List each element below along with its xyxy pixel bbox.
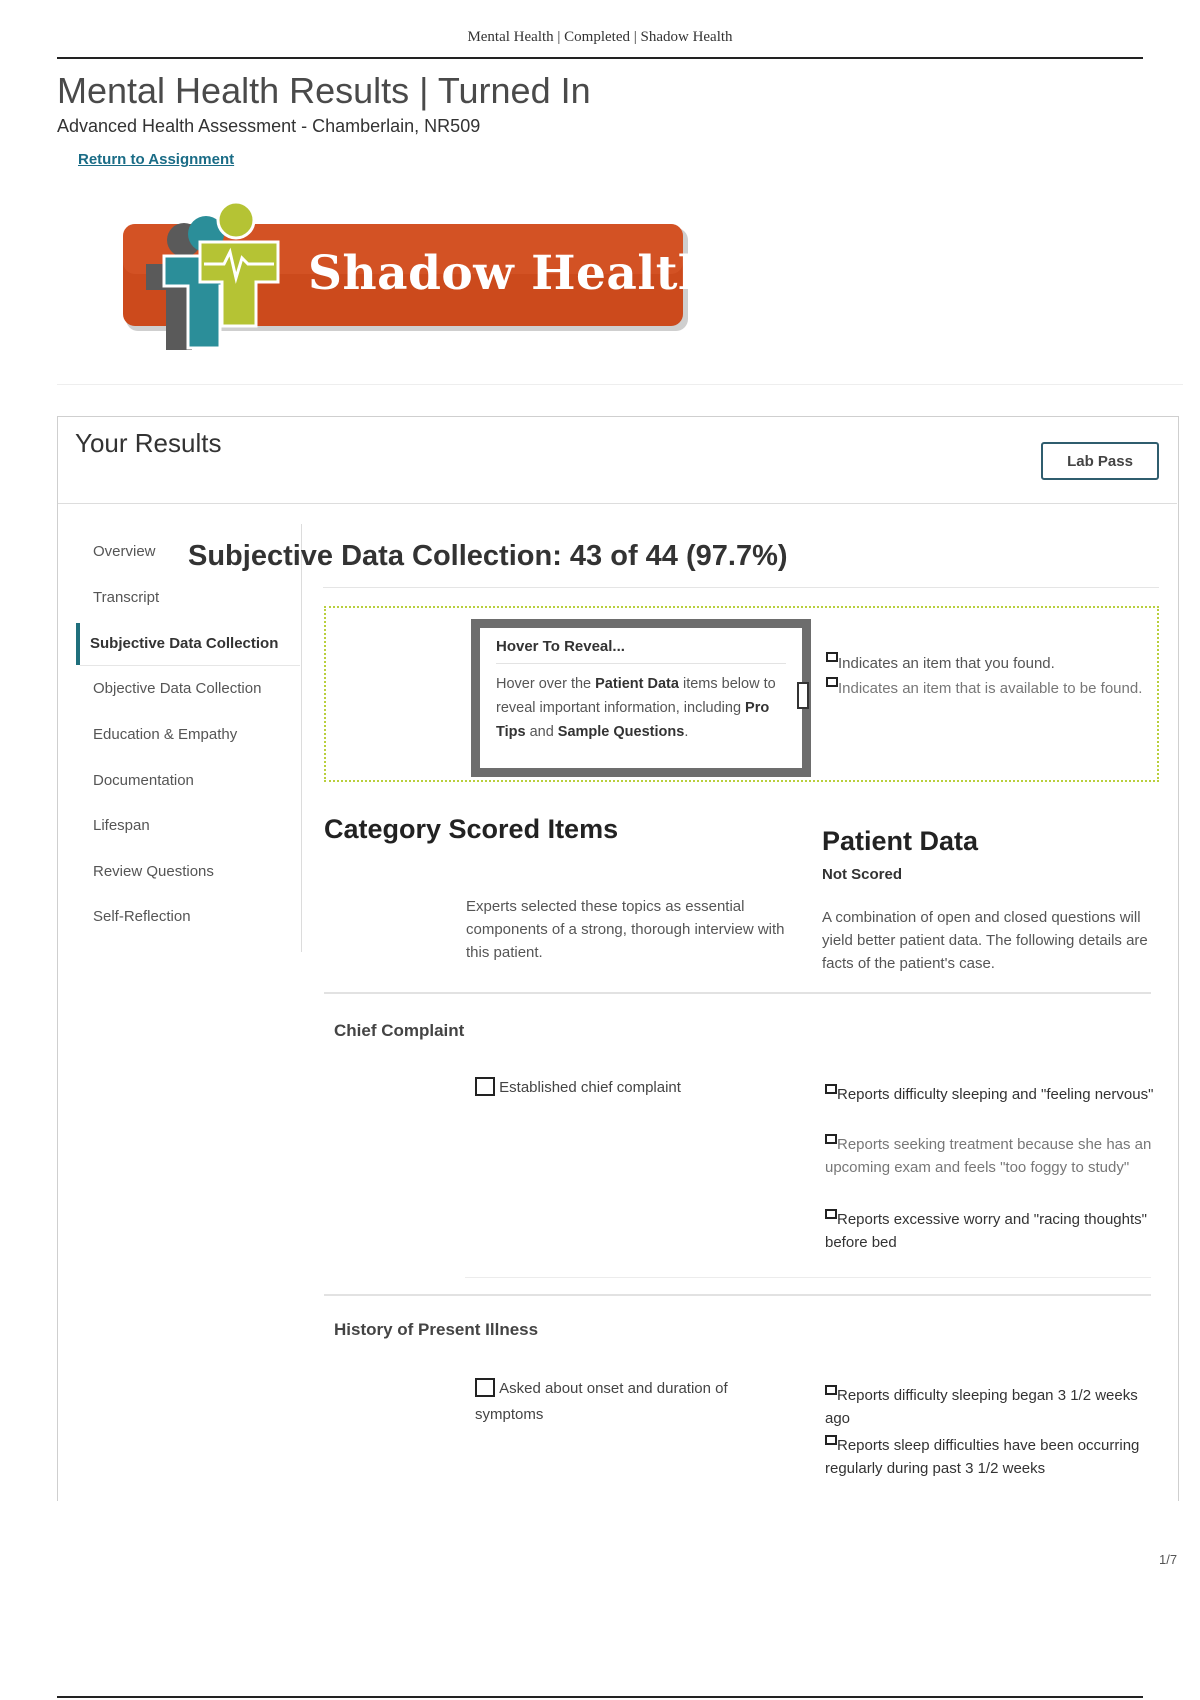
available-checkbox-icon xyxy=(826,677,838,687)
item-divider xyxy=(465,1277,1151,1278)
patient-data-item[interactable]: Reports seeking treatment because she has an upcoming exam and feels "too foggy to study" xyxy=(825,1136,1152,1176)
sidebar-item-self-reflection[interactable]: Self-Reflection xyxy=(93,908,191,925)
patient-data-item[interactable]: Reports difficulty sleeping began 3 1/2 weeks ago xyxy=(825,1387,1138,1427)
print-header-rule xyxy=(57,57,1143,59)
course-subtitle: Advanced Health Assessment - Chamberlain, NR509 xyxy=(57,116,481,136)
category-title: History of Present Illness xyxy=(334,1320,539,1339)
found-checkbox-icon xyxy=(825,1385,837,1395)
found-checkbox-icon xyxy=(825,1084,837,1094)
sidebar-item-overview[interactable]: Overview xyxy=(93,543,156,560)
found-checkbox-icon xyxy=(825,1209,837,1219)
sidebar-item-review-questions[interactable]: Review Questions xyxy=(93,863,214,880)
patient-data-description: A combination of open and closed questions will yield better patient data. The following details are facts of the patient's case. xyxy=(822,909,1148,972)
scored-checkbox-icon xyxy=(475,1077,495,1096)
sidebar-item-objective-data-collection[interactable]: Objective Data Collection xyxy=(93,680,262,697)
lab-pass-button[interactable]: Lab Pass xyxy=(1041,442,1159,480)
sidebar-item-lifespan[interactable]: Lifespan xyxy=(93,817,150,834)
section-title-rule xyxy=(323,587,1159,588)
hover-to-reveal-card xyxy=(471,619,811,777)
category-description: Experts selected these topics as essential components of a strong, thorough interview with this patient. xyxy=(466,898,785,961)
divider xyxy=(57,384,1183,385)
legend-found: Indicates an item that you found. xyxy=(826,651,1146,676)
section-title: Subjective Data Collection: 43 of 44 (97.7%) xyxy=(188,540,788,572)
patient-data-item[interactable]: Reports excessive worry and "racing thoughts" before bed xyxy=(825,1211,1147,1251)
sidebar-item-education-empathy[interactable]: Education & Empathy xyxy=(93,726,238,743)
scored-checkbox-icon xyxy=(475,1378,495,1397)
active-tab-divider xyxy=(80,665,300,666)
patient-data-item[interactable]: Reports sleep difficulties have been occurring regularly during past 3 1/2 weeks xyxy=(825,1437,1140,1477)
not-scored-label: Not Scored xyxy=(822,866,903,883)
sidebar-item-subjective-data-collection[interactable]: Subjective Data Collection xyxy=(90,635,279,652)
page-number: 1/7 xyxy=(1159,1552,1178,1567)
category-scored-items-heading: Category Scored Items xyxy=(324,814,619,844)
logo-wordmark: Shadow Health® xyxy=(308,246,732,301)
patient-data-heading: Patient Data xyxy=(822,826,979,856)
found-checkbox-icon xyxy=(825,1435,837,1445)
column-header-divider xyxy=(324,992,1151,994)
return-to-assignment-link[interactable]: Return to Assignment xyxy=(78,151,235,168)
sidebar-item-transcript[interactable]: Transcript xyxy=(93,589,160,606)
hover-card-pointer xyxy=(797,682,809,709)
hover-card-text: Hover over the Patient Data items below to reveal important information, including Pro Tips and Sample Questions. xyxy=(496,676,776,740)
panel-header-divider xyxy=(58,503,1177,504)
print-header: Mental Health | Completed | Shadow Health xyxy=(467,29,733,45)
scored-item: Asked about onset and duration of symptoms xyxy=(475,1380,728,1423)
scored-item: Established chief complaint xyxy=(475,1077,775,1103)
available-checkbox-icon xyxy=(825,1134,837,1144)
hover-card-title: Hover To Reveal... xyxy=(496,638,786,664)
page-title: Mental Health Results | Turned In xyxy=(57,70,591,111)
category-title: Chief Complaint xyxy=(334,1021,465,1040)
results-heading: Your Results xyxy=(75,428,222,458)
category-divider xyxy=(324,1294,1151,1296)
found-checkbox-icon xyxy=(826,652,838,662)
legend-available: Indicates an item that is available to be found. xyxy=(826,676,1146,701)
sidebar-divider xyxy=(301,524,302,952)
print-footer-rule xyxy=(57,1696,1143,1698)
sidebar-item-documentation[interactable]: Documentation xyxy=(93,772,194,789)
active-tab-indicator xyxy=(76,623,80,665)
patient-data-item[interactable]: Reports difficulty sleeping and "feeling nervous" xyxy=(825,1083,1155,1106)
